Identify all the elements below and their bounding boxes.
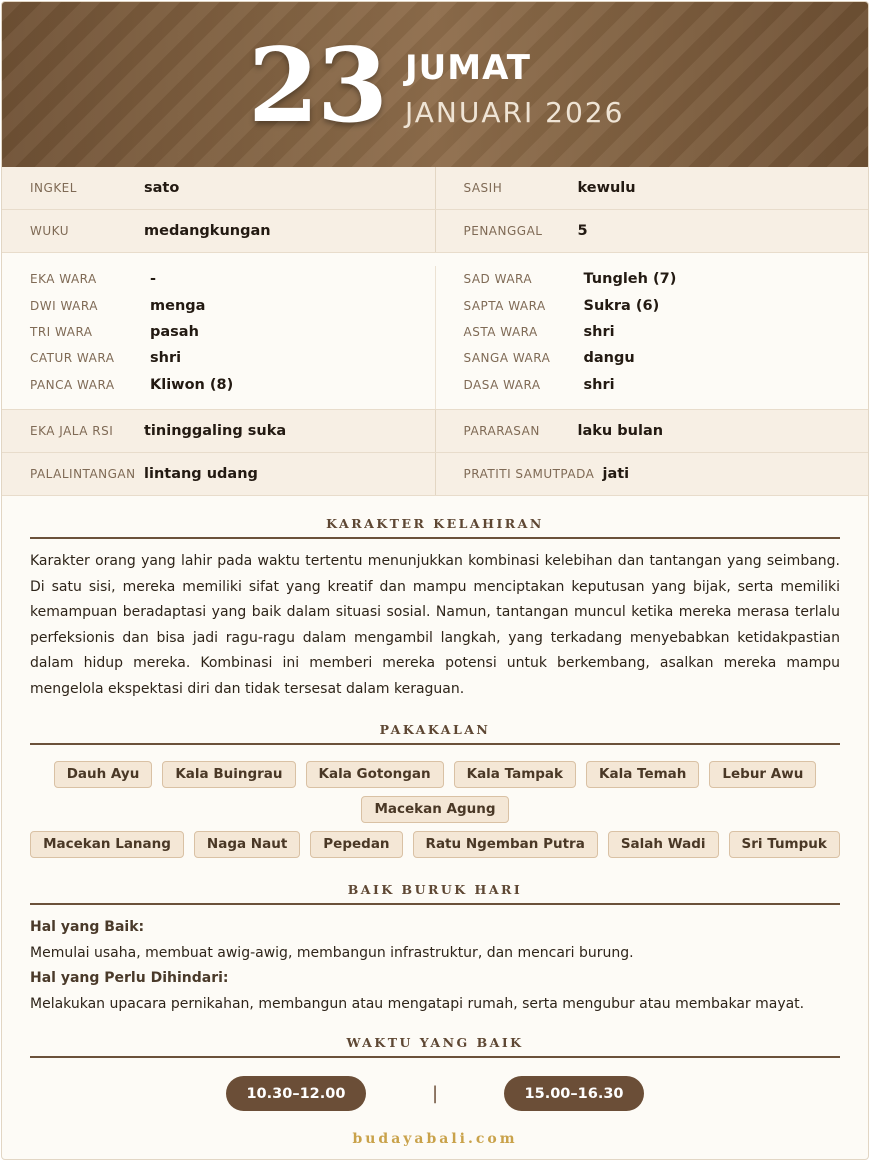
pakakalan-chips-row-2	[30, 831, 840, 858]
info-cell-wuku	[2, 210, 435, 252]
date-header	[2, 2, 868, 167]
good-text: Memulai usaha, membuat awig-awig, membangun infrastruktur, dan mencari burung.	[30, 945, 634, 961]
bad-label: Hal yang Perlu Dihindari:	[30, 970, 229, 986]
info-value: 5	[577, 223, 588, 239]
wara-row	[2, 266, 435, 292]
wara-label: EKA WARA	[30, 272, 97, 287]
section-title-baik-buruk: BAIK BURUK HARI	[30, 882, 840, 905]
wara-label: SAD WARA	[463, 272, 533, 287]
bad-text: Melakukan upacara pernikahan, membangun atau mengatapi rumah, serta mengubur atau membakar mayat.	[30, 996, 805, 1012]
pakakalan-chip: Pepedan	[310, 831, 402, 858]
pakakalan-chips-row-1	[30, 761, 840, 823]
info-cell-eka-jala-rsi	[2, 410, 435, 452]
pakakalan-chip: Kala Tampak	[454, 761, 576, 788]
info-cell-pararasan	[435, 410, 869, 452]
pakakalan-chip: Kala Temah	[586, 761, 699, 788]
wara-label: DASA WARA	[463, 377, 541, 392]
info-label: SASIH	[463, 181, 503, 195]
wara-label: TRI WARA	[30, 324, 93, 339]
wara-column-left	[2, 266, 435, 409]
wara-row	[2, 372, 435, 398]
info-label: PALALINTANGAN	[30, 467, 136, 481]
info-label: WUKU	[30, 224, 69, 238]
wara-row	[436, 372, 869, 398]
section-title-karakter: KARAKTER KELAHIRAN	[30, 516, 840, 539]
good-label: Hal yang Baik:	[30, 919, 145, 935]
info-cell-ingkel	[2, 167, 435, 209]
wara-row	[2, 292, 435, 318]
info-label: EKA JALA RSI	[30, 424, 114, 438]
wara-value: Tungleh (7)	[583, 271, 677, 288]
pakakalan-chip: Lebur Awu	[709, 761, 816, 788]
wara-grid	[2, 253, 868, 410]
karakter-text: Karakter orang yang lahir pada waktu tertentu menunjukkan kombinasi kelebihan dan tantangan yang seimbang. Di satu sisi, mereka memiliki sifat yang kreatif dan mampu menciptakan keputusan yang bijak, serta memiliki kemampuan beradaptasi yang baik dalam situasi sosial. Namun, tantangan muncul ketika mereka merasa terlalu perfeksionis dan bisa jadi ragu-ragu dalam mengambil langkah, yang terkadang menyebabkan ketidakpastian dalam hidup mereka. Kombinasi ini memberi mereka potensi untuk berkembang, asalkan mereka mampu mengelola ekspektasi diri dan tidak tersesat dalam keraguan.	[30, 553, 840, 697]
good-time-slots	[2, 1076, 868, 1111]
wara-column-right	[435, 266, 869, 409]
info-row-ingkel-sasih	[2, 167, 868, 210]
wara-row	[436, 266, 869, 292]
info-row-wuku-penanggal	[2, 210, 868, 253]
wara-row	[436, 292, 869, 318]
info-value: tininggaling suka	[144, 423, 287, 439]
time-separator: |	[431, 1083, 439, 1104]
wara-row	[2, 319, 435, 345]
pakakalan-chip: Salah Wadi	[608, 831, 719, 858]
footer-site-name: budayabali.com	[352, 1131, 518, 1147]
pakakalan-chip: Ratu Ngemban Putra	[413, 831, 598, 858]
wara-label: ASTA WARA	[463, 324, 538, 339]
pakakalan-chip: Macekan Agung	[361, 796, 508, 823]
pakakalan-chip: Dauh Ayu	[54, 761, 153, 788]
month-year: JANUARI 2026	[405, 96, 625, 129]
wara-label: SAPTA WARA	[463, 298, 546, 313]
wara-value: Kliwon (8)	[150, 376, 234, 393]
pakakalan-chip: Naga Naut	[194, 831, 300, 858]
pakakalan-chip: Kala Buingrau	[162, 761, 295, 788]
section-title-waktu: WAKTU YANG BAIK	[30, 1035, 840, 1058]
wara-value: dangu	[583, 350, 635, 367]
info-value: lintang udang	[144, 466, 258, 482]
wara-value: shri	[150, 350, 182, 367]
wara-row	[436, 319, 869, 345]
info-value: medangkungan	[144, 223, 271, 239]
time-slot-pill: 10.30–12.00	[226, 1076, 366, 1111]
info-cell-pratiti-samutpada	[435, 453, 869, 495]
wara-row	[2, 345, 435, 371]
info-value: sato	[144, 180, 180, 196]
wara-value: -	[150, 271, 157, 288]
section-title-pakakalan: PAKAKALAN	[30, 722, 840, 745]
day-name: JUMAT	[405, 48, 531, 88]
info-label: PENANGGAL	[463, 224, 543, 238]
day-number: 23	[248, 26, 386, 146]
info-row-palalintangan-pratiti	[2, 453, 868, 496]
info-label: PRATITI SAMUTPADA	[463, 467, 595, 481]
wara-label: PANCA WARA	[30, 377, 115, 392]
wara-value: Sukra (6)	[583, 297, 660, 314]
wara-row	[436, 345, 869, 371]
info-value: jati	[602, 466, 630, 482]
wara-value: shri	[583, 376, 615, 393]
wara-value: pasah	[150, 323, 199, 340]
info-cell-penanggal	[435, 210, 869, 252]
wara-label: SANGA WARA	[463, 351, 551, 366]
calendar-card	[1, 1, 869, 1160]
pakakalan-chip: Kala Gotongan	[306, 761, 444, 788]
info-label: INGKEL	[30, 181, 77, 195]
info-cell-palalintangan	[2, 453, 435, 495]
info-value: kewulu	[577, 180, 636, 196]
pakakalan-chip: Macekan Lanang	[30, 831, 184, 858]
pakakalan-chip: Sri Tumpuk	[729, 831, 840, 858]
wara-value: menga	[150, 297, 206, 314]
wara-value: shri	[583, 323, 615, 340]
info-cell-sasih	[435, 167, 869, 209]
wara-label: DWI WARA	[30, 298, 98, 313]
info-value: laku bulan	[577, 423, 664, 439]
info-label: PARARASAN	[463, 424, 540, 438]
info-row-ekajala-pararasan	[2, 410, 868, 453]
time-slot-pill: 15.00–16.30	[504, 1076, 644, 1111]
wara-label: CATUR WARA	[30, 351, 115, 366]
